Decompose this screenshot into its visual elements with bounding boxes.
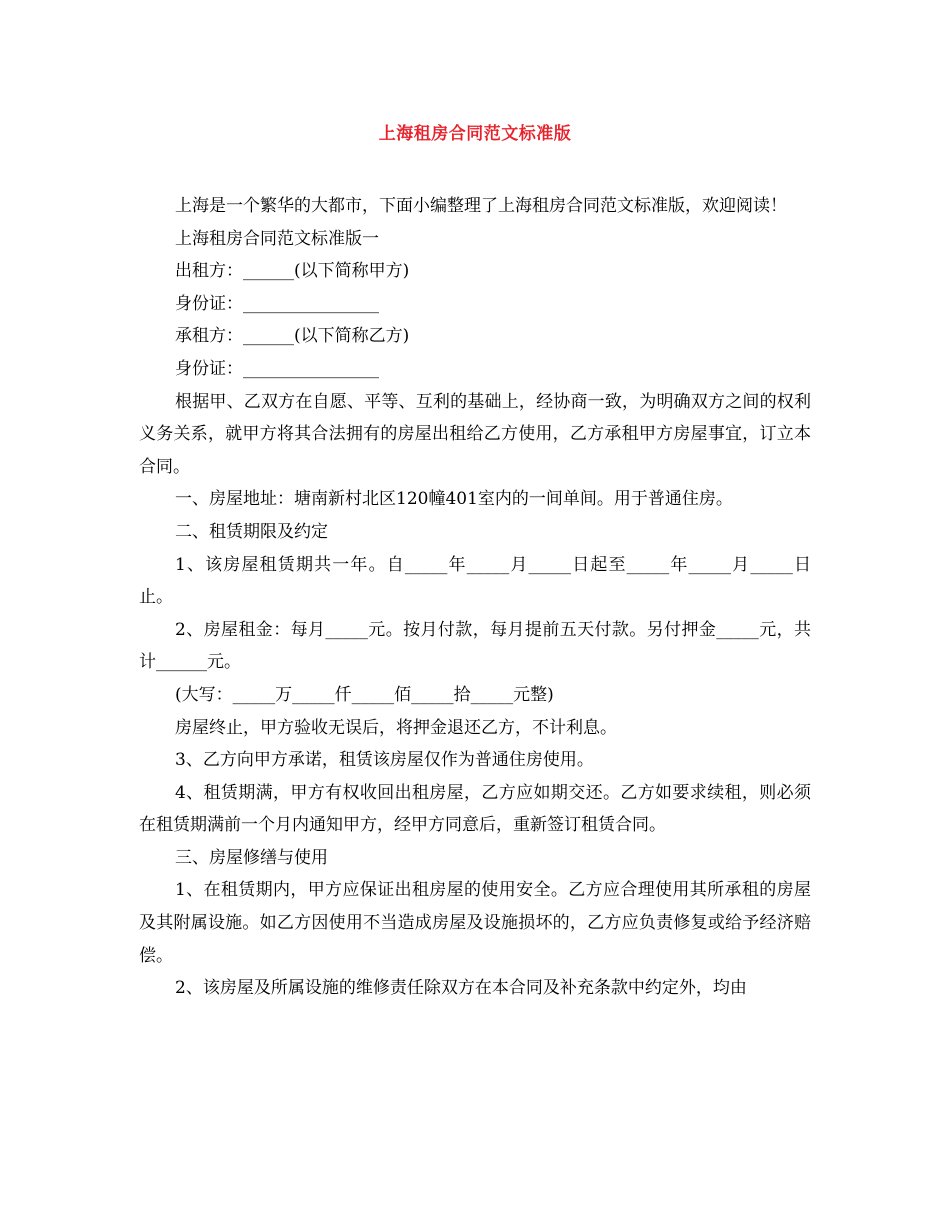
document-body	[139, 190, 811, 1005]
clause-term-3: 3、乙方向甲方承诺，租赁该房屋仅作为普通住房使用。	[175, 750, 594, 771]
document-title: 上海租房合同范文标准版	[378, 124, 572, 144]
clause-amount-words: (大写：_____万_____仟_____佰_____拾_____元整)	[175, 684, 554, 705]
clause-term-2: 2、房屋租金：每月_____元。按月付款，每月提前五天付款。另付押金_____元，共计______元。	[139, 619, 811, 673]
clause-repair-1: 1、在租赁期内，甲方应保证出租房屋的使用安全。乙方应合理使用其所承租的房屋及其附属设施。如乙方因使用不当造成房屋及设施损坏的，乙方应负责修复或给予经济赔偿。	[139, 880, 811, 966]
clause-term-1: 1、该房屋租赁期共一年。自_____年_____月_____日起至_____年_____月_____日止。	[139, 554, 811, 608]
lessor-line: 出租方：______(以下简称甲方)	[175, 261, 410, 282]
clause-address: 一、房屋地址：塘南新村北区120幢401室内的一间单间。用于普通住房。	[175, 489, 733, 510]
clause-heading-repair: 三、房屋修缮与使用	[175, 847, 328, 868]
clause-deposit-return: 房屋终止，甲方验收无误后，将押金退还乙方，不计利息。	[175, 717, 617, 738]
lessor-id-line: 身份证：________________	[175, 293, 379, 314]
lessee-id-line: 身份证：________________	[175, 358, 379, 379]
clause-term-4: 4、租赁期满，甲方有权收回出租房屋，乙方应如期交还。乙方如要求续租，则必须在租赁期满前一个月内通知甲方，经甲方同意后，重新签订租赁合同。	[139, 782, 811, 836]
lessee-line: 承租方：______(以下简称乙方)	[175, 326, 410, 347]
clause-repair-2: 2、该房屋及所属设施的维修责任除双方在本合同及补充条款中约定外，均由	[175, 978, 747, 999]
preamble-paragraph: 根据甲、乙双方在自愿、平等、互利的基础上，经协商一致，为明确双方之间的权利义务关系，就甲方将其合法拥有的房屋出租给乙方使用，乙方承租甲方房屋事宜，订立本合同。	[139, 391, 811, 477]
intro-paragraph: 上海是一个繁华的大都市，下面小编整理了上海租房合同范文标准版，欢迎阅读！	[175, 196, 787, 216]
section-heading: 上海租房合同范文标准版一	[175, 228, 379, 249]
clause-heading-term: 二、租赁期限及约定	[175, 521, 328, 542]
